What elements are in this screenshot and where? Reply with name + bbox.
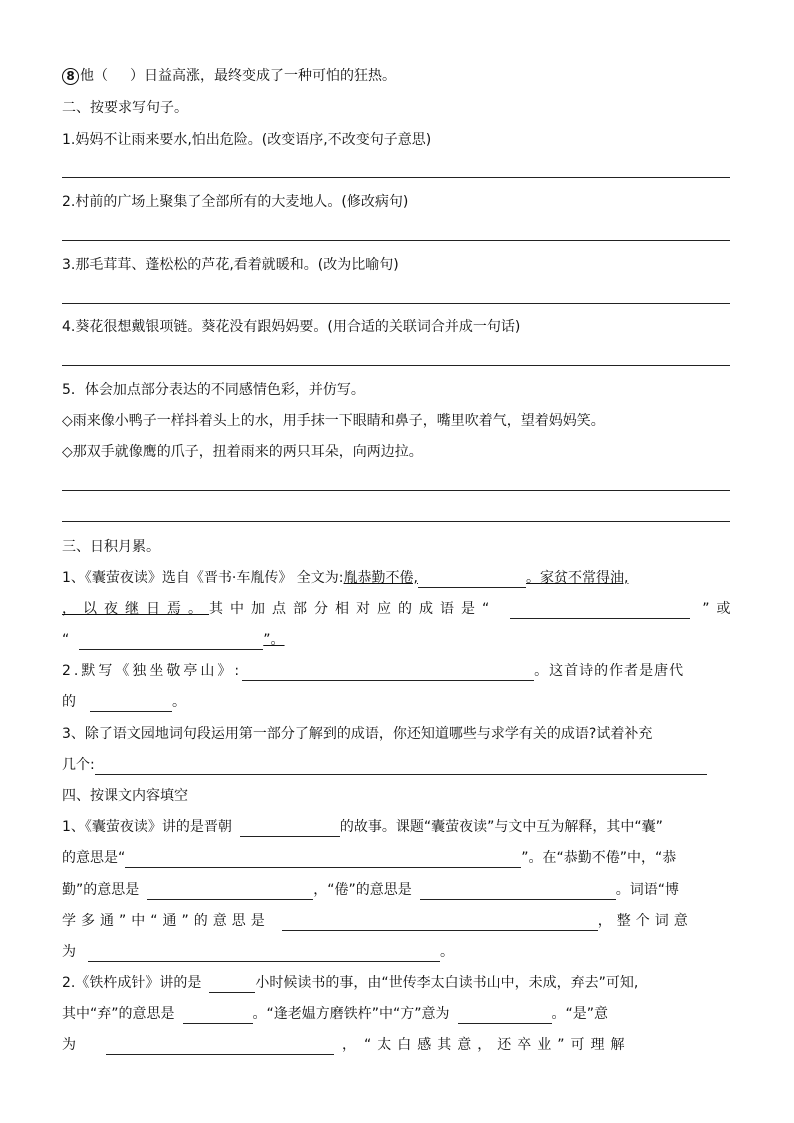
sec3-q1-text-e: 其中加点部分相对应的成语是“ — [209, 601, 497, 617]
sec4-q1-line5 — [62, 942, 454, 962]
fill-blank[interactable] — [147, 883, 313, 900]
paren-blank[interactable] — [108, 70, 130, 86]
sec2-q4: 4.葵花很想戴银项链。葵花没有跟妈妈要。(用合适的关联词合并成一句话) — [62, 319, 521, 335]
sec2-q1: 1.妈妈不让雨来要水,怕出危险。(改变语序,不改变句子意思) — [62, 132, 432, 148]
sec2-q3: 3.那毛茸茸、蓬松松的芦花,看着就暖和。(改为比喻句) — [62, 257, 399, 273]
sec4-q1-text-j: 为 — [62, 944, 76, 960]
sec4-q2-line2 — [62, 1004, 608, 1024]
sec4-q1-line4 — [62, 911, 693, 931]
sec2-q5: 5．体会加点部分表达的不同感情色彩，并仿写。 — [62, 382, 365, 398]
sec3-q2-text-d: 。 — [172, 694, 186, 710]
sec4-q2-text-c: 其中“弃”的意思是 — [62, 1006, 175, 1022]
sec4-q1-text-e: 勤”的意思是 — [62, 882, 140, 898]
fill-blank[interactable] — [88, 945, 440, 962]
sec4-q1-line3 — [62, 880, 679, 900]
answer-line[interactable] — [62, 490, 730, 491]
sec3-q1-text-c: 。家贫不常得油, — [525, 570, 629, 586]
fill-blank[interactable] — [95, 758, 707, 775]
sec4-q1-text-f: ，“倦”的意思是 — [313, 882, 412, 898]
item-8-post: ）日益高涨，最终变成了一种可怕的狂热。 — [130, 68, 396, 84]
sec3-q1-text-f: ”或 — [702, 601, 738, 617]
fill-blank[interactable] — [458, 1007, 552, 1024]
sec3-q1-line2 — [62, 599, 738, 619]
sec4-q1-text-d: ”。在“恭勤不倦”中，“恭 — [521, 850, 677, 866]
fill-blank[interactable] — [242, 664, 534, 681]
item-8 — [62, 66, 396, 86]
sec2-q2: 2.村前的广场上聚集了全部所有的大麦地人。(修改病句) — [62, 194, 409, 210]
fill-blank[interactable] — [510, 602, 690, 619]
sec4-q1-line1 — [62, 817, 663, 837]
sec3-q1-text-h: ”。 — [263, 632, 285, 648]
section-2-title: 二、按要求写句子。 — [62, 100, 188, 116]
sec4-q1-text-h: 学多通”中“通”的意思是 — [62, 913, 270, 929]
sec3-q1-text-b: 胤恭勤不倦, — [343, 570, 418, 586]
sec4-q1-text-b: 的故事。课题“囊萤夜读”与文中互为解释，其中“囊” — [339, 819, 663, 835]
sec4-q2-line3 — [62, 1035, 631, 1055]
sec4-q1-text-g: 。词语“博 — [615, 882, 680, 898]
sec2-q5-example-b: ◇那双手就像鹰的爪子，扭着雨来的两只耳朵，向两边拉。 — [62, 444, 423, 460]
fill-blank[interactable] — [418, 571, 526, 588]
sec4-q1-line2 — [62, 848, 676, 868]
sec4-q2-text-e: 。“是”意 — [551, 1006, 609, 1022]
fill-blank[interactable] — [106, 1038, 334, 1055]
answer-line[interactable] — [62, 521, 730, 522]
fill-blank[interactable] — [209, 976, 255, 993]
sec4-q2-text-a: 2.《铁杵成针》讲的是 — [62, 975, 202, 991]
sec4-q2-text-d: 。“逢老媪方磨铁杵”中“方”意为 — [252, 1006, 450, 1022]
sec3-q2-line1 — [62, 661, 684, 681]
sec3-q2-text-a: 2.默写《独坐敬亭山》: — [62, 663, 243, 679]
section-4-title: 四、按课文内容填空 — [62, 788, 188, 804]
circled-number: 8 — [62, 68, 79, 85]
fill-blank[interactable] — [79, 633, 263, 650]
sec4-q2-text-h: “太白感其意，还卒业”可理解 — [364, 1037, 631, 1053]
sec3-q1-text-d: ，以夜继日焉。 — [62, 601, 209, 617]
sec3-q1-line3 — [62, 630, 285, 650]
sec3-q3-line1: 3、除了语文园地词句段运用第一部分了解到的成语，你还知道哪些与求学有关的成语?试着补充 — [62, 726, 653, 742]
sec3-q1-text-g: “ — [62, 632, 70, 648]
fill-blank[interactable] — [420, 883, 616, 900]
answer-line[interactable] — [62, 365, 730, 366]
answer-line[interactable] — [62, 240, 730, 241]
fill-blank[interactable] — [240, 820, 340, 837]
answer-line[interactable] — [62, 303, 730, 304]
sec3-q1-line1 — [62, 568, 628, 588]
sec3-q2-text-c: 的 — [62, 694, 76, 710]
sec4-q2-line1 — [62, 973, 638, 993]
sec4-q1-text-a: 1、《囊萤夜读》讲的是晋朝 — [62, 819, 232, 835]
sec4-q2-text-g: ， — [342, 1037, 356, 1053]
item-8-pre: 他（ — [80, 68, 108, 84]
sec4-q1-text-i: ，整个词意 — [597, 913, 693, 929]
sec3-q2-text-b: 。这首诗的作者是唐代 — [534, 663, 685, 679]
sec4-q2-text-b: 小时候读书的事，由“世传李太白读书山中，未成，弃去”可知, — [255, 975, 639, 991]
sec4-q1-text-k: 。 — [440, 944, 454, 960]
sec4-q1-text-c: 的意思是“ — [62, 850, 126, 866]
fill-blank[interactable] — [125, 851, 521, 868]
sec3-q3-text: 几个: — [62, 757, 95, 773]
sec3-q2-line2 — [62, 692, 186, 712]
section-3-title: 三、日积月累。 — [62, 539, 160, 555]
fill-blank[interactable] — [90, 695, 172, 712]
sec3-q3-line2 — [62, 755, 707, 775]
answer-line[interactable] — [62, 177, 730, 178]
sec3-q1-text-a: 1、《囊萤夜读》选自《晋书·车胤传》 全文为: — [62, 570, 344, 586]
fill-blank[interactable] — [282, 914, 598, 931]
fill-blank[interactable] — [183, 1007, 253, 1024]
sec4-q2-text-f: 为 — [62, 1037, 76, 1053]
sec2-q5-example-a: ◇雨来像小鸭子一样抖着头上的水，用手抹一下眼睛和鼻子，嘴里吹着气，望着妈妈笑。 — [62, 413, 605, 429]
